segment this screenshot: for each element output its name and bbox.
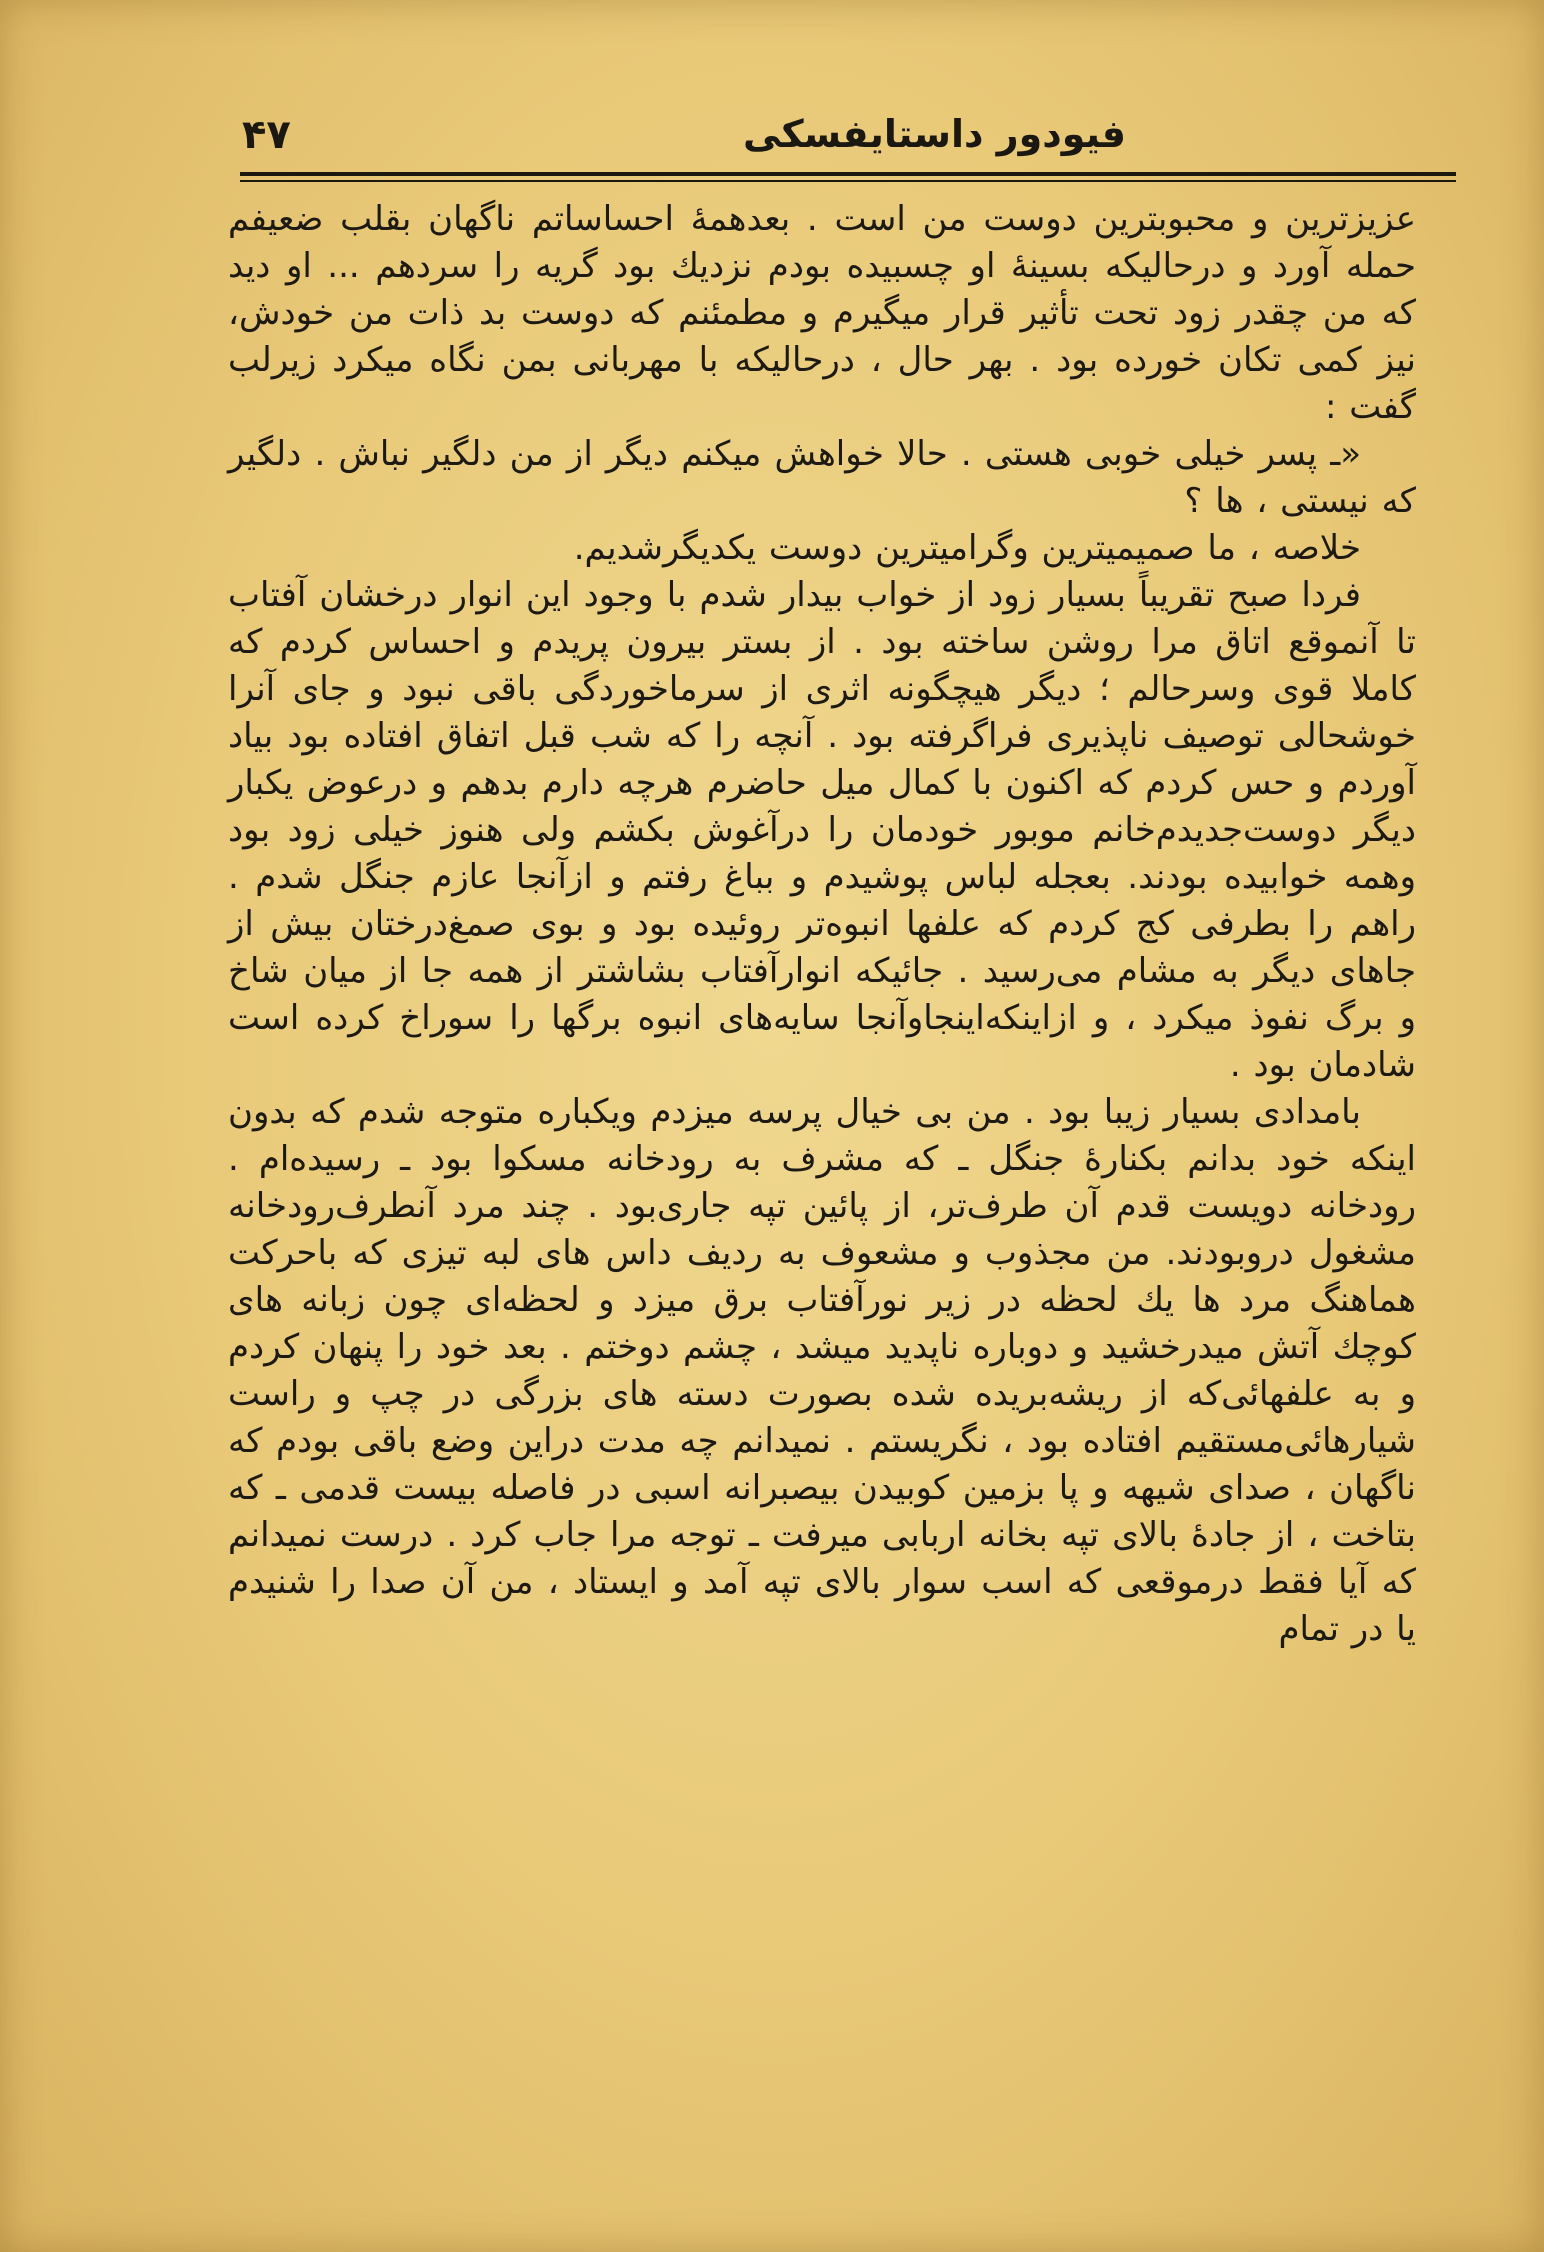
paragraph: بامدادی بسیار زیبا بود . من بی خیال پرسه میزدم ویکباره متوجه شدم که بدون اینکه خود بدانم بکنارهٔ جنگل ـ که مشرف به رودخانه مسکوا بود ـ رسیده‌ام . رودخانه دویست قدم آن طرف‌تر، از پائین تپه جاری‌بود . چند مرد آنطرف‌رودخانه مشغول درو‌بودند. من مجذوب و مشعوف به ردیف داس های لبه تیزی که باحرکت هماهنگ مرد ها یك لحظه در زیر نورآفتاب برق میزد و لحظه‌ای چون زبانه های کوچك آتش میدرخشید و دوباره ناپدید میشد ، چشم دوختم . بعد خود را پنهان کردم و به علفهائی‌که از ریشه‌بریده شده بصورت دسته های بزرگی در چپ و راست شیارهائی‌مستقیم افتاده بود ، نگریستم . نمیدانم چه مدت دراین وضع باقی بودم که ناگهان ، صدای شیهه و پا بزمین کوبیدن بیصبرانه اسبی در فاصله بیست قدمی ـ که بتاخت ، از جادهٔ بالای تپه بخانه اربابی میرفت ـ توجه مرا جاب کرد . درست نمیدانم که آیا فقط درموقعی که اسب سوار بالای تپه آمد و ایستاد ، من آن صدا را شنیدم یا در تمام [228, 1092, 1416, 1649]
page-header [238, 112, 1456, 172]
paragraph: «ـ پسر خیلی خوبی هستی . حالا خواهش میکنم دیگر از من دلگیر نباش . دلگیر که نیستی ، ها ؟ [228, 434, 1416, 521]
running-title: فیودور داستایفسکی [743, 112, 1126, 156]
page-number: ۴۷ [242, 112, 291, 158]
body-text [228, 196, 1416, 2226]
paragraph: عزیزترین و محبوبترین دوست من است . بعدهمهٔ احساساتم ناگهان بقلب ضعیفم حمله آورد و درحالیکه بسینهٔ او چسبیده بودم نزدیك بود گریه را سردهم ... او دید که من چقدر زود تحت تأثیر قرار میگیرم و مطمئنم که دوست بد ذات من خودش، نیز کمی تکان خورده بود . بهر حال ، درحالیکه با مهربانی بمن نگاه میکرد زیرلب گفت : [228, 199, 1416, 427]
header-rule-thin [240, 180, 1456, 182]
paragraph: فردا صبح تقریباً بسیار زود از خواب بیدار شدم با وجود این انوار درخشان آفتاب تا آنموقع اتاق مرا روشن ساخته بود . از بستر بیرون پریدم و احساس کردم که کاملا قوی وسرحالم ؛ دیگر هیچگونه اثری از سرماخوردگی باقی نبود و جای آنرا خوشحالی توصیف ناپذیری فراگرفته بود . آنچه را که شب قبل اتفاق افتاده بود بیاد آوردم و حس کردم که اکنون با کمال میل حاضرم هرچه دارم بدهم و درعوض یکبار دیگر دوست‌جدیدم‌خانم موبور خودمان را درآغوش بکشم ولی هنوز خیلی زود بود وهمه خوابیده بودند. بعجله لباس پوشیدم و بباغ رفتم و ازآنجا عازم جنگل شدم . راهم را بطرفی کج کردم که علفها انبوه‌تر روئیده بود و بوی صمغ‌درختان بیش از جاهای دیگر به مشام می‌رسید . جائیکه انوارآفتاب بشاشتر از همه جا از میان شاخ و برگ نفوذ میکرد ، و ازاینکه‌اینجاوآنجا سایه‌های انبوه برگها را سوراخ کرده است شادمان بود . [228, 575, 1416, 1085]
header-rule-thick [240, 172, 1456, 176]
paragraph: خلاصه ، ما صمیمیترین وگرامیترین دوست یکدیگرشدیم. [573, 528, 1361, 568]
